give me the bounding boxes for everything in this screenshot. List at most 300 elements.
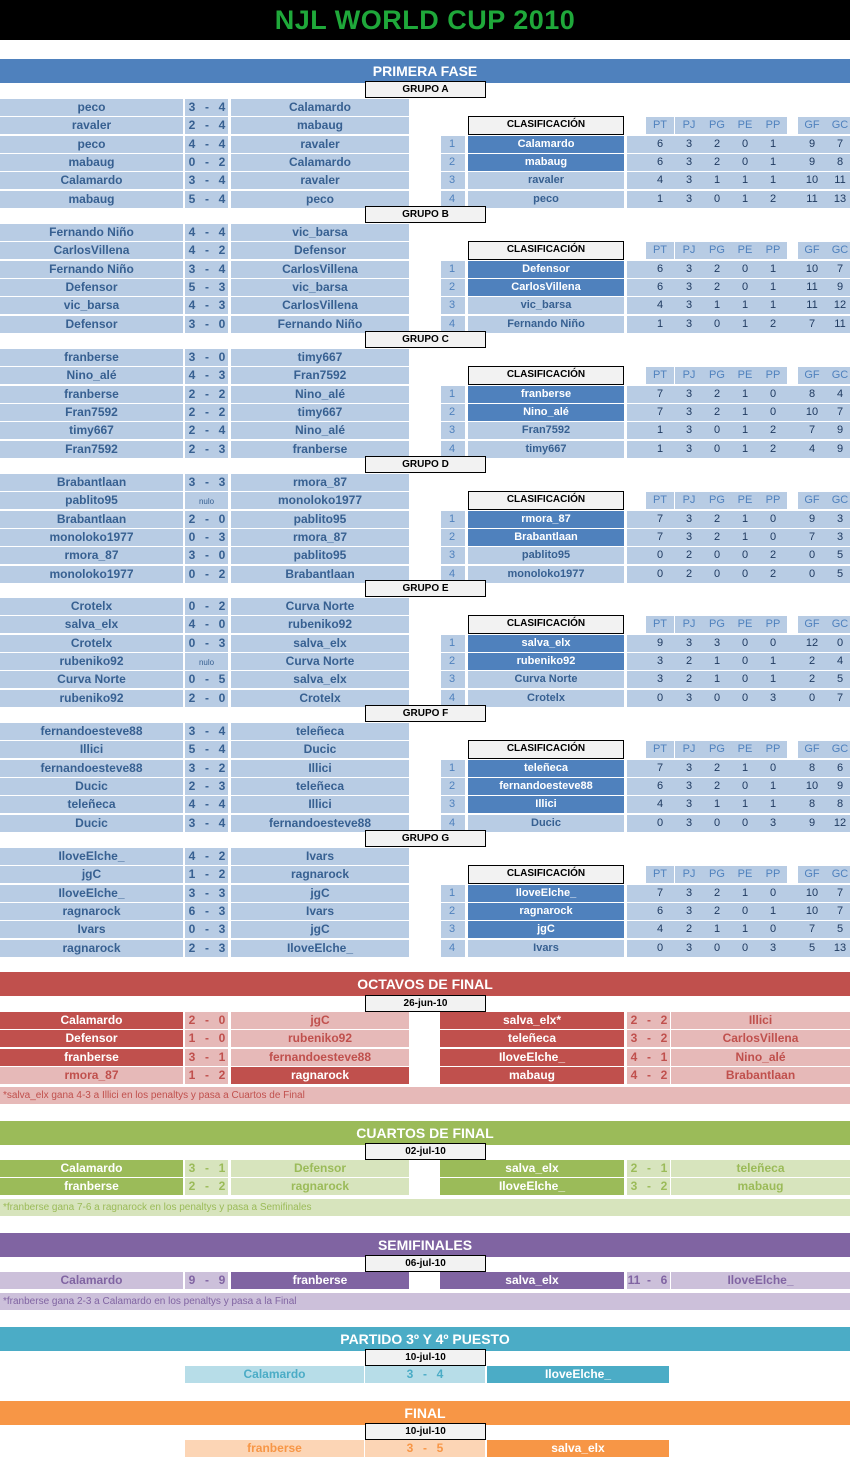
away-goals: 4 [218,173,226,187]
standing-team: pablito95 [468,547,624,564]
score-separator: - [205,548,209,562]
standing-stat: 0 [741,281,749,293]
standing-stat: 2 [713,905,721,917]
home-goals: 3 [630,1179,638,1193]
score-cell [185,566,228,583]
standing-team: Nino_alé [468,404,624,421]
standing-position: 4 [441,441,465,458]
standing-stat: 0 [769,923,777,935]
home-goals: 1 [188,1068,196,1082]
match-home-team: rmora_87 [0,547,183,564]
standing-stat: 1 [741,174,749,186]
score-cell [185,349,228,366]
match-home-team: Crotelx [0,635,183,652]
standing-stat: 2 [713,531,721,543]
home-goals: 3 [188,1161,196,1175]
match-away-team: teleñeca [231,778,409,795]
standing-position: 4 [441,815,465,832]
score-cell [185,191,228,208]
standing-stat: 13 [833,942,847,954]
standing-stat: 2 [713,406,721,418]
match-home-team: Fran7592 [0,404,183,421]
standing-stat: 2 [713,887,721,899]
score-separator: - [205,1273,209,1287]
match-away-team: ravaler [231,136,409,153]
score-cell [185,547,228,564]
group-label: GRUPO A [365,81,486,98]
standing-team: Fernando Niño [468,316,624,333]
standing-position: 2 [441,529,465,546]
score-separator: - [205,350,209,364]
away-goals: 0 [218,691,226,705]
away-goals: 3 [218,636,226,650]
standing-stat: 10 [805,174,819,186]
stat-header: PP [759,866,787,883]
group-label: GRUPO E [365,580,486,597]
match-home-team: Fernando Niño [0,261,183,278]
standing-team: rubeniko92 [468,653,624,670]
home-goals: 3 [188,475,196,489]
stat-header: PJ [675,242,703,259]
score-cell [185,598,228,615]
score-cell [627,1030,670,1047]
third-date: 10-jul-10 [365,1349,486,1366]
home-goals: 0 [188,636,196,650]
standing-stat: 2 [769,424,777,436]
home-goals: 1 [188,1031,196,1045]
away-goals: 0 [218,1013,226,1027]
score-separator: - [647,1068,651,1082]
standing-stat: 2 [769,193,777,205]
score-separator: - [205,761,209,775]
score-separator: - [647,1013,651,1027]
stat-header: PE [731,242,759,259]
home-goals: 4 [188,849,196,863]
clasificacion-label: CLASIFICACIÓN [468,116,624,135]
standing-stat: 0 [656,568,664,580]
ko-away-team: fernandoesteve88 [231,1049,409,1066]
score-separator: - [647,1161,651,1175]
match-home-team: salva_elx [0,616,183,633]
home-goals: 2 [630,1161,638,1175]
standing-stat: 1 [741,443,749,455]
away-goals: 3 [218,368,226,382]
stat-header: PG [703,117,731,134]
score-cell [185,224,228,241]
standing-stat: 2 [685,655,693,667]
away-goals: 4 [218,797,226,811]
score-separator: - [205,225,209,239]
standing-stat: 7 [656,762,664,774]
score-separator: - [205,387,209,401]
match-home-team: monoloko1977 [0,529,183,546]
match-home-team: Brabantlaan [0,511,183,528]
away-goals: 3 [218,442,226,456]
away-goals: 2 [218,867,226,881]
stat-header: PT [646,117,674,134]
standing-stat: 1 [741,513,749,525]
score-separator: - [205,567,209,581]
final-date: 10-jul-10 [365,1423,486,1440]
standing-team: timy667 [468,441,624,458]
standing-stat: 2 [769,568,777,580]
standing-stat: 1 [769,138,777,150]
standing-stat: 1 [741,299,749,311]
standing-stat: 8 [808,798,816,810]
standing-stat: 3 [685,443,693,455]
stat-header: GF [798,492,826,509]
score-separator: - [205,262,209,276]
standing-stat: 0 [836,637,844,649]
standing-stat: 0 [808,568,816,580]
standing-stat: 10 [805,905,819,917]
standing-position: 2 [441,903,465,920]
standing-stat: 1 [741,923,749,935]
standing-stat: 11 [834,318,846,330]
standing-stat: 7 [836,887,844,899]
standing-stat: 11 [806,193,818,205]
home-goals: 2 [188,691,196,705]
standing-stat: 1 [713,174,721,186]
away-goals: 4 [218,724,226,738]
standing-stat: 1 [769,299,777,311]
score-cell [185,172,228,189]
standing-stat: 2 [713,780,721,792]
away-goals: 5 [218,672,226,686]
away-goals: 6 [660,1273,668,1287]
stat-header: GF [798,866,826,883]
score-separator: - [205,1013,209,1027]
away-goals: 2 [660,1068,668,1082]
match-home-team: pablito95 [0,492,183,509]
standing-stat: 4 [656,299,664,311]
score-separator: - [205,599,209,613]
section-semis: SEMIFINALES [0,1233,850,1257]
standing-position: 2 [441,154,465,171]
standing-stat: 1 [769,174,777,186]
away-goals: 2 [218,567,226,581]
standing-stat: 2 [808,673,816,685]
standing-stat: 7 [836,905,844,917]
standing-stat: 12 [833,817,847,829]
standing-stat: 12 [833,299,847,311]
home-goals: 5 [188,280,196,294]
standing-stat: 0 [741,156,749,168]
home-goals: 3 [188,1050,196,1064]
standing-position: 2 [441,778,465,795]
standing-stat: 0 [713,942,721,954]
standing-stat: 1 [741,887,749,899]
home-goals: 3 [188,548,196,562]
ko-home-team: franberse [0,1178,183,1195]
match-home-team: franberse [0,349,183,366]
away-goals: 2 [218,243,226,257]
match-home-team: Fran7592 [0,441,183,458]
score-separator: - [205,442,209,456]
octavos-note: *salva_elx gana 4-3 a Illici en los penaltys y pasa a Cuartos de Final [0,1087,850,1104]
away-goals: 0 [218,548,226,562]
away-goals: 0 [218,317,226,331]
away-goals: 0 [218,1031,226,1045]
ko-home-team: mabaug [440,1067,624,1084]
standing-team: CarlosVillena [468,279,624,296]
standing-stat: 1 [769,905,777,917]
score-separator: - [205,849,209,863]
away-goals: 0 [218,350,226,364]
stat-header: GC [826,866,850,883]
match-away-team: Curva Norte [231,598,409,615]
away-goals: 2 [660,1179,668,1193]
standing-stat: 0 [808,692,816,704]
stat-header: PG [703,866,731,883]
score-separator: - [205,904,209,918]
group-label: GRUPO G [365,830,486,847]
away-goals: 4 [218,137,226,151]
score-cell [185,117,228,134]
away-goals: 3 [218,941,226,955]
standing-stat: 0 [713,424,721,436]
standing-stat: 2 [713,762,721,774]
clasificacion-label: CLASIFICACIÓN [468,491,624,510]
away-goals: 1 [660,1050,668,1064]
standing-stat: 3 [685,174,693,186]
score-cell [185,367,228,384]
score-cell [185,386,228,403]
match-away-team: pablito95 [231,511,409,528]
match-away-team: Brabantlaan [231,566,409,583]
score-separator: - [205,243,209,257]
standing-position: 3 [441,422,465,439]
semis-note: *franberse gana 2-3 a Calamardo en los penaltys y pasa a la Final [0,1293,850,1310]
standing-stat: 1 [741,424,749,436]
stat-header: GC [826,741,850,758]
home-goals: 0 [188,155,196,169]
home-goals: 2 [188,779,196,793]
standing-stat: 9 [656,637,664,649]
standing-team: Illici [468,796,624,813]
score-separator: - [205,317,209,331]
stat-header: PT [646,492,674,509]
score-cell [185,422,228,439]
clasificacion-label: CLASIFICACIÓN [468,740,624,759]
standing-stat: 6 [656,138,664,150]
match-home-team: ragnarock [0,940,183,957]
standing-stat: 1 [656,318,664,330]
match-away-team: vic_barsa [231,224,409,241]
match-home-team: peco [0,99,183,116]
match-away-team: Ivars [231,903,409,920]
stat-header: PJ [675,492,703,509]
score-separator: - [205,867,209,881]
score-cell [185,261,228,278]
home-goals: 6 [188,904,196,918]
standing-position: 4 [441,940,465,957]
standing-stat: 5 [836,673,844,685]
match-home-team: ravaler [0,117,183,134]
away-goals: 3 [218,530,226,544]
home-goals: 4 [630,1068,638,1082]
home-goals: 2 [188,512,196,526]
standing-stat: 0 [741,138,749,150]
standing-stat: 7 [808,318,816,330]
match-home-team: IloveElche_ [0,885,183,902]
stat-header: PJ [675,616,703,633]
stat-header: PP [759,242,787,259]
home-goals: 2 [188,405,196,419]
match-away-team: Calamardo [231,154,409,171]
ko-home-team: salva_elx [440,1272,624,1289]
home-goals: 0 [188,567,196,581]
score-cell [185,921,228,938]
semis-date: 06-jul-10 [365,1255,486,1272]
match-home-team: Ivars [0,921,183,938]
ko-home-team: Calamardo [0,1160,183,1177]
score-cell [185,441,228,458]
score-cell [185,154,228,171]
match-away-team: IloveElche_ [231,940,409,957]
home-goals: 4 [188,797,196,811]
score-cell [185,511,228,528]
score-cell [627,1012,670,1029]
score-separator: - [205,1179,209,1193]
match-away-team: teleñeca [231,723,409,740]
clasificacion-label: CLASIFICACIÓN [468,615,624,634]
score-separator: - [205,192,209,206]
score-cell [185,671,228,688]
standing-stat: 7 [836,406,844,418]
standing-stat: 9 [808,513,816,525]
final-away-team: salva_elx [487,1440,669,1457]
section-cuartos: CUARTOS DE FINAL [0,1121,850,1145]
score-cell [185,635,228,652]
match-home-team: monoloko1977 [0,566,183,583]
score-separator: - [205,475,209,489]
standing-position: 4 [441,316,465,333]
away-goals: 3 [218,886,226,900]
stat-header: PE [731,866,759,883]
score-separator: - [205,405,209,419]
score-cell [185,940,228,957]
match-home-team: mabaug [0,191,183,208]
match-away-team: peco [231,191,409,208]
standing-stat: 0 [741,673,749,685]
match-home-team: timy667 [0,422,183,439]
standing-stat: 3 [685,637,693,649]
standing-stat: 3 [713,637,721,649]
home-goals: 4 [188,225,196,239]
standing-stat: 2 [769,443,777,455]
home-goals: 4 [630,1050,638,1064]
standing-stat: 2 [808,655,816,667]
standing-position: 1 [441,386,465,403]
standing-stat: 1 [769,798,777,810]
stat-header: PT [646,616,674,633]
home-goals: 3 [188,173,196,187]
standing-stat: 1 [656,443,664,455]
away-goals: 9 [218,1273,226,1287]
away-goals: 4 [218,423,226,437]
ko-away-team: teleñeca [671,1160,850,1177]
score-cell [185,529,228,546]
stat-header: GC [826,367,850,384]
section-third-place: PARTIDO 3º Y 4º PUESTO [0,1327,850,1351]
match-away-team: ravaler [231,172,409,189]
standing-position: 1 [441,760,465,777]
stat-header: GC [826,616,850,633]
away-goals: 2 [660,1013,668,1027]
octavos-date: 26-jun-10 [365,995,486,1012]
match-home-team: Illici [0,741,183,758]
standing-stat: 3 [685,138,693,150]
stat-header: PE [731,117,759,134]
away-goals: 1 [218,1161,226,1175]
standing-stat: 11 [834,174,846,186]
cuartos-note: *franberse gana 7-6 a ragnarock en los penaltys y pasa a Semifinales [0,1199,850,1216]
away-goals: 2 [218,599,226,613]
match-away-team: Fernando Niño [231,316,409,333]
match-away-team: Crotelx [231,690,409,707]
standing-stat: 0 [769,887,777,899]
standing-stat: 9 [836,424,844,436]
standing-stat: 0 [713,692,721,704]
clasificacion-label: CLASIFICACIÓN [468,241,624,260]
match-away-team: Illici [231,760,409,777]
score-cell [627,1272,670,1289]
stat-header: GF [798,616,826,633]
stat-header: GF [798,117,826,134]
standing-stat: 3 [769,817,777,829]
match-away-team: pablito95 [231,547,409,564]
standing-team: monoloko1977 [468,566,624,583]
score-cell [185,297,228,314]
third-away-team: IloveElche_ [487,1366,669,1383]
standing-stat: 4 [656,923,664,935]
standing-stat: 3 [685,156,693,168]
home-goals: 0 [188,672,196,686]
home-goals: 2 [188,442,196,456]
home-goals: 3 [188,262,196,276]
away-goals: 4 [218,742,226,756]
score-separator: - [205,941,209,955]
match-home-team: Fernando Niño [0,224,183,241]
home-goals: 4 [188,243,196,257]
standing-stat: 0 [713,549,721,561]
away-goals: 2 [660,1031,668,1045]
home-goals: 3 [406,1367,414,1381]
match-home-team: peco [0,136,183,153]
match-away-team: vic_barsa [231,279,409,296]
standing-stat: 10 [805,887,819,899]
ko-away-team: IloveElche_ [671,1272,850,1289]
score-separator: - [205,816,209,830]
standing-stat: 2 [713,263,721,275]
standing-stat: 2 [769,318,777,330]
standing-stat: 3 [685,513,693,525]
standing-stat: 10 [805,780,819,792]
standing-stat: 3 [685,263,693,275]
third-home-team: Calamardo [185,1366,364,1383]
cuartos-date: 02-jul-10 [365,1143,486,1160]
standing-team: jgC [468,921,624,938]
standing-stat: 3 [836,513,844,525]
score-cell [627,1160,670,1177]
standing-team: peco [468,191,624,208]
standing-stat: 1 [741,406,749,418]
score-cell [185,1178,228,1195]
standing-stat: 3 [769,692,777,704]
match-away-team: timy667 [231,404,409,421]
home-goals: 3 [188,886,196,900]
